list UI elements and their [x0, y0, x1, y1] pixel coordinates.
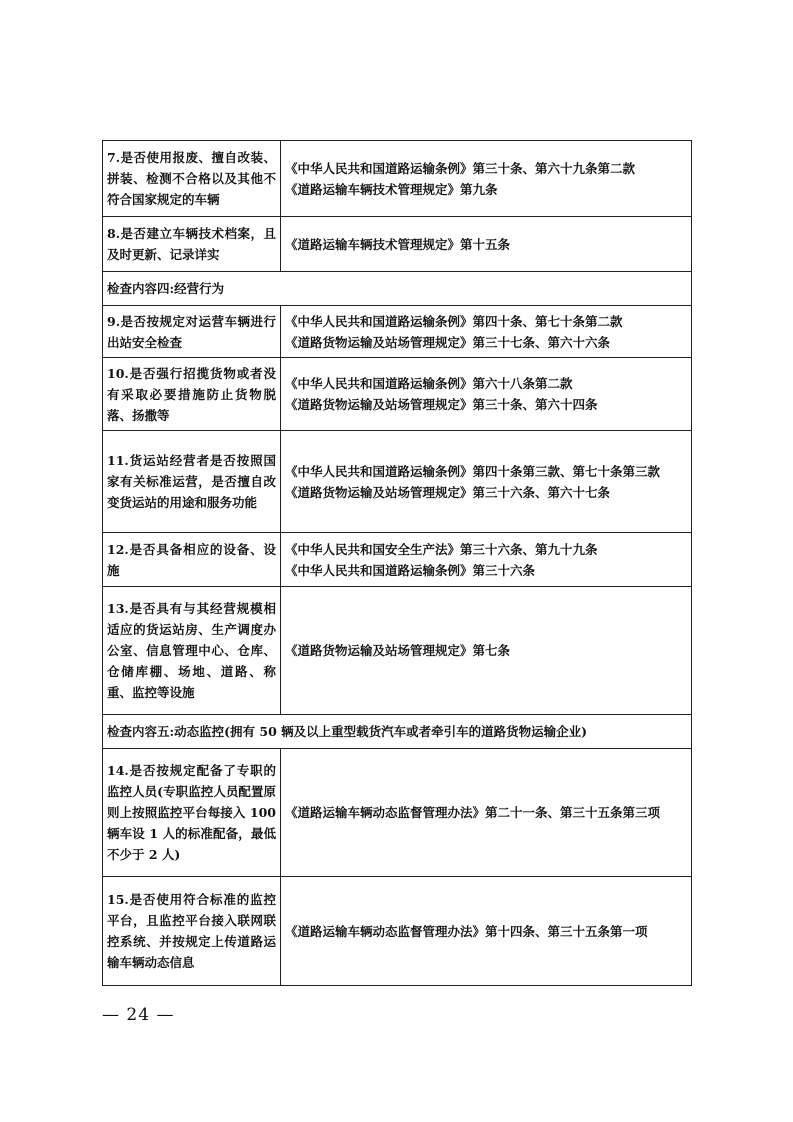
basis-line: 《道路货物运输及站场管理规定》第三十七条、第六十六条: [285, 334, 611, 350]
section-row: [103, 715, 692, 749]
table-row: [103, 217, 692, 272]
check-item: 14.是否按规定配备了专职的监控人员(专职监控人员配置原则上按照监控平台每接入 100 辆车设 1 人的标准配备，最低不少于 2 人): [103, 749, 281, 877]
legal-basis: [281, 587, 692, 715]
page-number: — 24 —: [102, 1005, 175, 1025]
table-row: [103, 141, 692, 217]
inspection-checklist-table: [102, 140, 692, 986]
table-row: [103, 431, 692, 533]
section-heading: 检查内容五:动态监控(拥有 50 辆及以上重型载货汽车或者牵引车的道路货物运输企业): [103, 715, 692, 749]
table-row: [103, 306, 692, 358]
check-item: 11.货运站经营者是否按照国家有关标准运营，是否擅自改变货运站的用途和服务功能: [103, 431, 281, 533]
table-row: [103, 533, 692, 587]
basis-line: 《道路运输车辆动态监督管理办法》第二十一条、第三十五条第三项: [285, 805, 661, 820]
table-row: [103, 877, 692, 986]
basis-line: 《道路运输车辆技术管理规定》第九条: [285, 181, 498, 197]
legal-basis: [281, 877, 692, 986]
basis-line: 《道路货物运输及站场管理规定》第三十六条、第六十七条: [285, 484, 611, 500]
basis-line: 《中华人民共和国道路运输条例》第六十八条第二款: [285, 376, 573, 391]
basis-line: 《道路货物运输及站场管理规定》第七条: [285, 643, 511, 658]
table-row: [103, 749, 692, 877]
check-item: 12.是否具备相应的设备、设施: [103, 533, 281, 587]
basis-line: 《中华人民共和国安全生产法》第三十六条、第九十九条: [285, 541, 598, 557]
basis-line: 《中华人民共和国道路运输条例》第三十六条: [285, 562, 536, 578]
table-row: [103, 358, 692, 431]
legal-basis: [281, 533, 692, 587]
check-item: 8.是否建立车辆技术档案，且及时更新、记录详实: [103, 217, 281, 272]
legal-basis: [281, 749, 692, 877]
basis-line: 《道路运输车辆技术管理规定》第十五条: [285, 236, 511, 252]
legal-basis: [281, 306, 692, 358]
legal-basis: [281, 141, 692, 217]
basis-line: 《中华人民共和国道路运输条例》第四十条、第七十条第二款: [285, 313, 623, 329]
check-item: 15.是否使用符合标准的监控平台，且监控平台接入联网联控系统、并按规定上传道路运输车辆动态信息: [103, 877, 281, 986]
check-item: 9.是否按规定对运营车辆进行出站安全检查: [103, 306, 281, 358]
basis-line: 《道路货物运输及站场管理规定》第三十条、第六十四条: [285, 397, 598, 412]
basis-line: 《道路运输车辆动态监督管理办法》第十四条、第三十五条第一项: [285, 923, 648, 939]
basis-line: 《中华人民共和国道路运输条例》第四十条第三款、第七十条第三款: [285, 463, 661, 479]
basis-line: 《中华人民共和国道路运输条例》第三十条、第六十九条第二款: [285, 160, 636, 176]
section-heading: 检查内容四:经营行为: [103, 272, 692, 306]
table-row: [103, 587, 692, 715]
check-item: 10.是否强行招揽货物或者没有采取必要措施防止货物脱落、扬撒等: [103, 358, 281, 431]
check-item: 13.是否具有与其经营规模相适应的货运站房、生产调度办公室、信息管理中心、仓库、仓储库棚、场地、道路、称重、监控等设施: [103, 587, 281, 715]
section-row: [103, 272, 692, 306]
legal-basis: [281, 431, 692, 533]
legal-basis: [281, 358, 692, 431]
legal-basis: [281, 217, 692, 272]
check-item: 7.是否使用报废、擅自改装、拼装、检测不合格以及其他不符合国家规定的车辆: [103, 141, 281, 217]
